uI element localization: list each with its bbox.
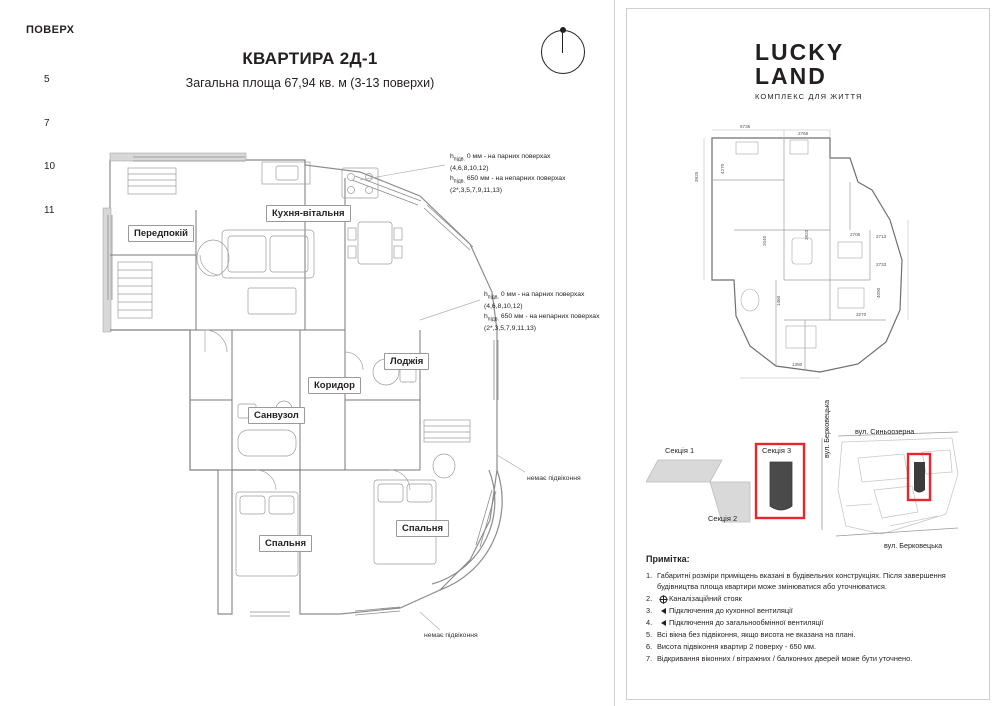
room-label-loggia: Лоджія <box>384 353 429 370</box>
callout-sill-heights-middle <box>484 290 600 333</box>
note-number: 5. <box>646 630 653 640</box>
building-floor-keyplan <box>680 120 950 390</box>
brand-logo-line2: LAND <box>755 63 827 90</box>
callout-top-h: h <box>450 153 454 160</box>
note-text: Висота підвіконня квартир 2 поверху - 650 мм. <box>657 642 817 652</box>
street-label-synoozerna: вул. Синьоозерна <box>855 427 915 436</box>
note-text: Всі вікна без підвіконня, якщо висота не вказана на плані. <box>657 630 856 640</box>
notes-list <box>646 570 976 665</box>
callout-mid-rest: 0 мм - на парних поверхах <box>498 291 585 298</box>
section-1-label: Секція 1 <box>665 446 695 455</box>
callout-mid-rest2: 650 мм - на непарних поверхах <box>498 312 600 320</box>
brand-logo-line1: LUCKY <box>755 39 845 65</box>
floor-number: 10 <box>44 161 56 172</box>
callout-mid-sub: підв. <box>487 294 499 301</box>
svg-text:3270: 3270 <box>856 312 867 317</box>
callout-sill-heights-top <box>450 152 566 195</box>
section-3-label: Секція 3 <box>762 446 792 455</box>
floor-number: 7 <box>44 117 50 129</box>
floor-number: 5 <box>44 74 50 85</box>
plan-note-no-sill-right: немає підвіконня <box>527 475 581 482</box>
svg-text:2733: 2733 <box>876 262 887 267</box>
floor-label: ПОВЕРХ <box>26 24 75 36</box>
vent-triangle-icon <box>657 605 669 616</box>
callout-top-line4: (2*,3,5,7,9,11,13) <box>450 186 503 194</box>
callout-top-line2: (4,6,8,10,12) <box>450 164 489 172</box>
svg-text:2706: 2706 <box>850 232 861 237</box>
svg-text:2040: 2040 <box>762 235 767 246</box>
note-number: 6. <box>646 642 653 652</box>
svg-text:2713: 2713 <box>876 234 887 239</box>
note-item <box>646 593 976 604</box>
svg-text:2766: 2766 <box>798 131 809 136</box>
callout-mid-h: h <box>484 291 488 298</box>
brand-tagline: КОМПЛЕКС ДЛЯ ЖИТТЯ <box>755 92 863 102</box>
note-text: Габаритні розміри приміщень вказані в будівельних конструкціях. Після завершення будівництва площа квартири може змінюватися або уточнюватися. <box>657 571 946 592</box>
note-text: Підключення до загальнообмінної вентиляції <box>669 618 824 628</box>
note-item <box>646 617 976 628</box>
street-label-berkovetska-bottom: вул. Берковецька <box>884 541 943 550</box>
note-number: 7. <box>646 654 653 664</box>
callout-top-rest: 0 мм - на парних поверхах <box>464 153 551 160</box>
site-sections-diagram <box>646 418 976 558</box>
callout-mid-h2: h <box>484 312 488 320</box>
section-2-label: Секція 2 <box>708 514 738 523</box>
room-label-hall: Передпокій <box>128 225 194 242</box>
note-item <box>646 629 976 640</box>
svg-text:4090: 4090 <box>876 287 881 298</box>
note-number: 4. <box>646 618 653 628</box>
note-item <box>646 570 976 593</box>
note-number: 2. <box>646 594 653 604</box>
note-item <box>646 605 976 616</box>
note-number: 3. <box>646 606 653 616</box>
note-item <box>646 653 976 664</box>
callout-top-sub: підв. <box>453 156 465 163</box>
panel-divider <box>614 0 615 706</box>
svg-text:4270: 4270 <box>720 163 725 174</box>
svg-text:1460: 1460 <box>776 295 781 306</box>
callout-top-rest2: 650 мм - на непарних поверхах <box>464 174 566 182</box>
svg-text:3925: 3925 <box>694 171 699 182</box>
page-title: КВАРТИРА 2Д-1 <box>242 49 378 68</box>
room-label-bedroom-1: Спальня <box>259 535 312 552</box>
svg-text:1380: 1380 <box>792 362 803 367</box>
notes-title: Примітка: <box>646 554 690 564</box>
svg-text:6735: 6735 <box>740 124 751 129</box>
page-subtitle: Загальна площа 67,94 кв. м (3-13 поверхи) <box>185 76 435 90</box>
floor-number: 11 <box>44 204 55 216</box>
callout-top-h2: h <box>450 174 454 182</box>
callout-mid-sub2: підв. <box>487 316 499 323</box>
sewer-riser-icon <box>657 593 669 604</box>
note-text: Відкривання віконних / вітражних / балконних дверей може бути уточнено. <box>657 654 913 664</box>
note-number: 1. <box>646 571 653 580</box>
room-label-bathroom: Санвузол <box>248 407 305 424</box>
plan-note-no-sill-bottom: немає підвіконня <box>424 632 478 639</box>
street-label-berkovetska-side: вул. Берковецька <box>822 399 831 458</box>
vent-triangle-icon <box>657 617 669 628</box>
callout-top-sub2: підв. <box>453 178 465 185</box>
brand-logo <box>755 40 865 101</box>
callout-mid-line4: (2*,3,5,7,9,11,13) <box>484 324 537 332</box>
room-label-kitchen-living: Кухня-вітальня <box>266 205 351 222</box>
room-label-corridor: Коридор <box>308 377 361 394</box>
note-item <box>646 641 976 652</box>
callout-mid-line2: (4,6,8,10,12) <box>484 302 523 310</box>
note-text: Каналізаційний стояк <box>669 594 742 604</box>
svg-text:3920: 3920 <box>804 229 809 240</box>
room-label-bedroom-2: Спальня <box>396 520 449 537</box>
note-text: Підключення до кухонної вентиляції <box>669 606 793 616</box>
